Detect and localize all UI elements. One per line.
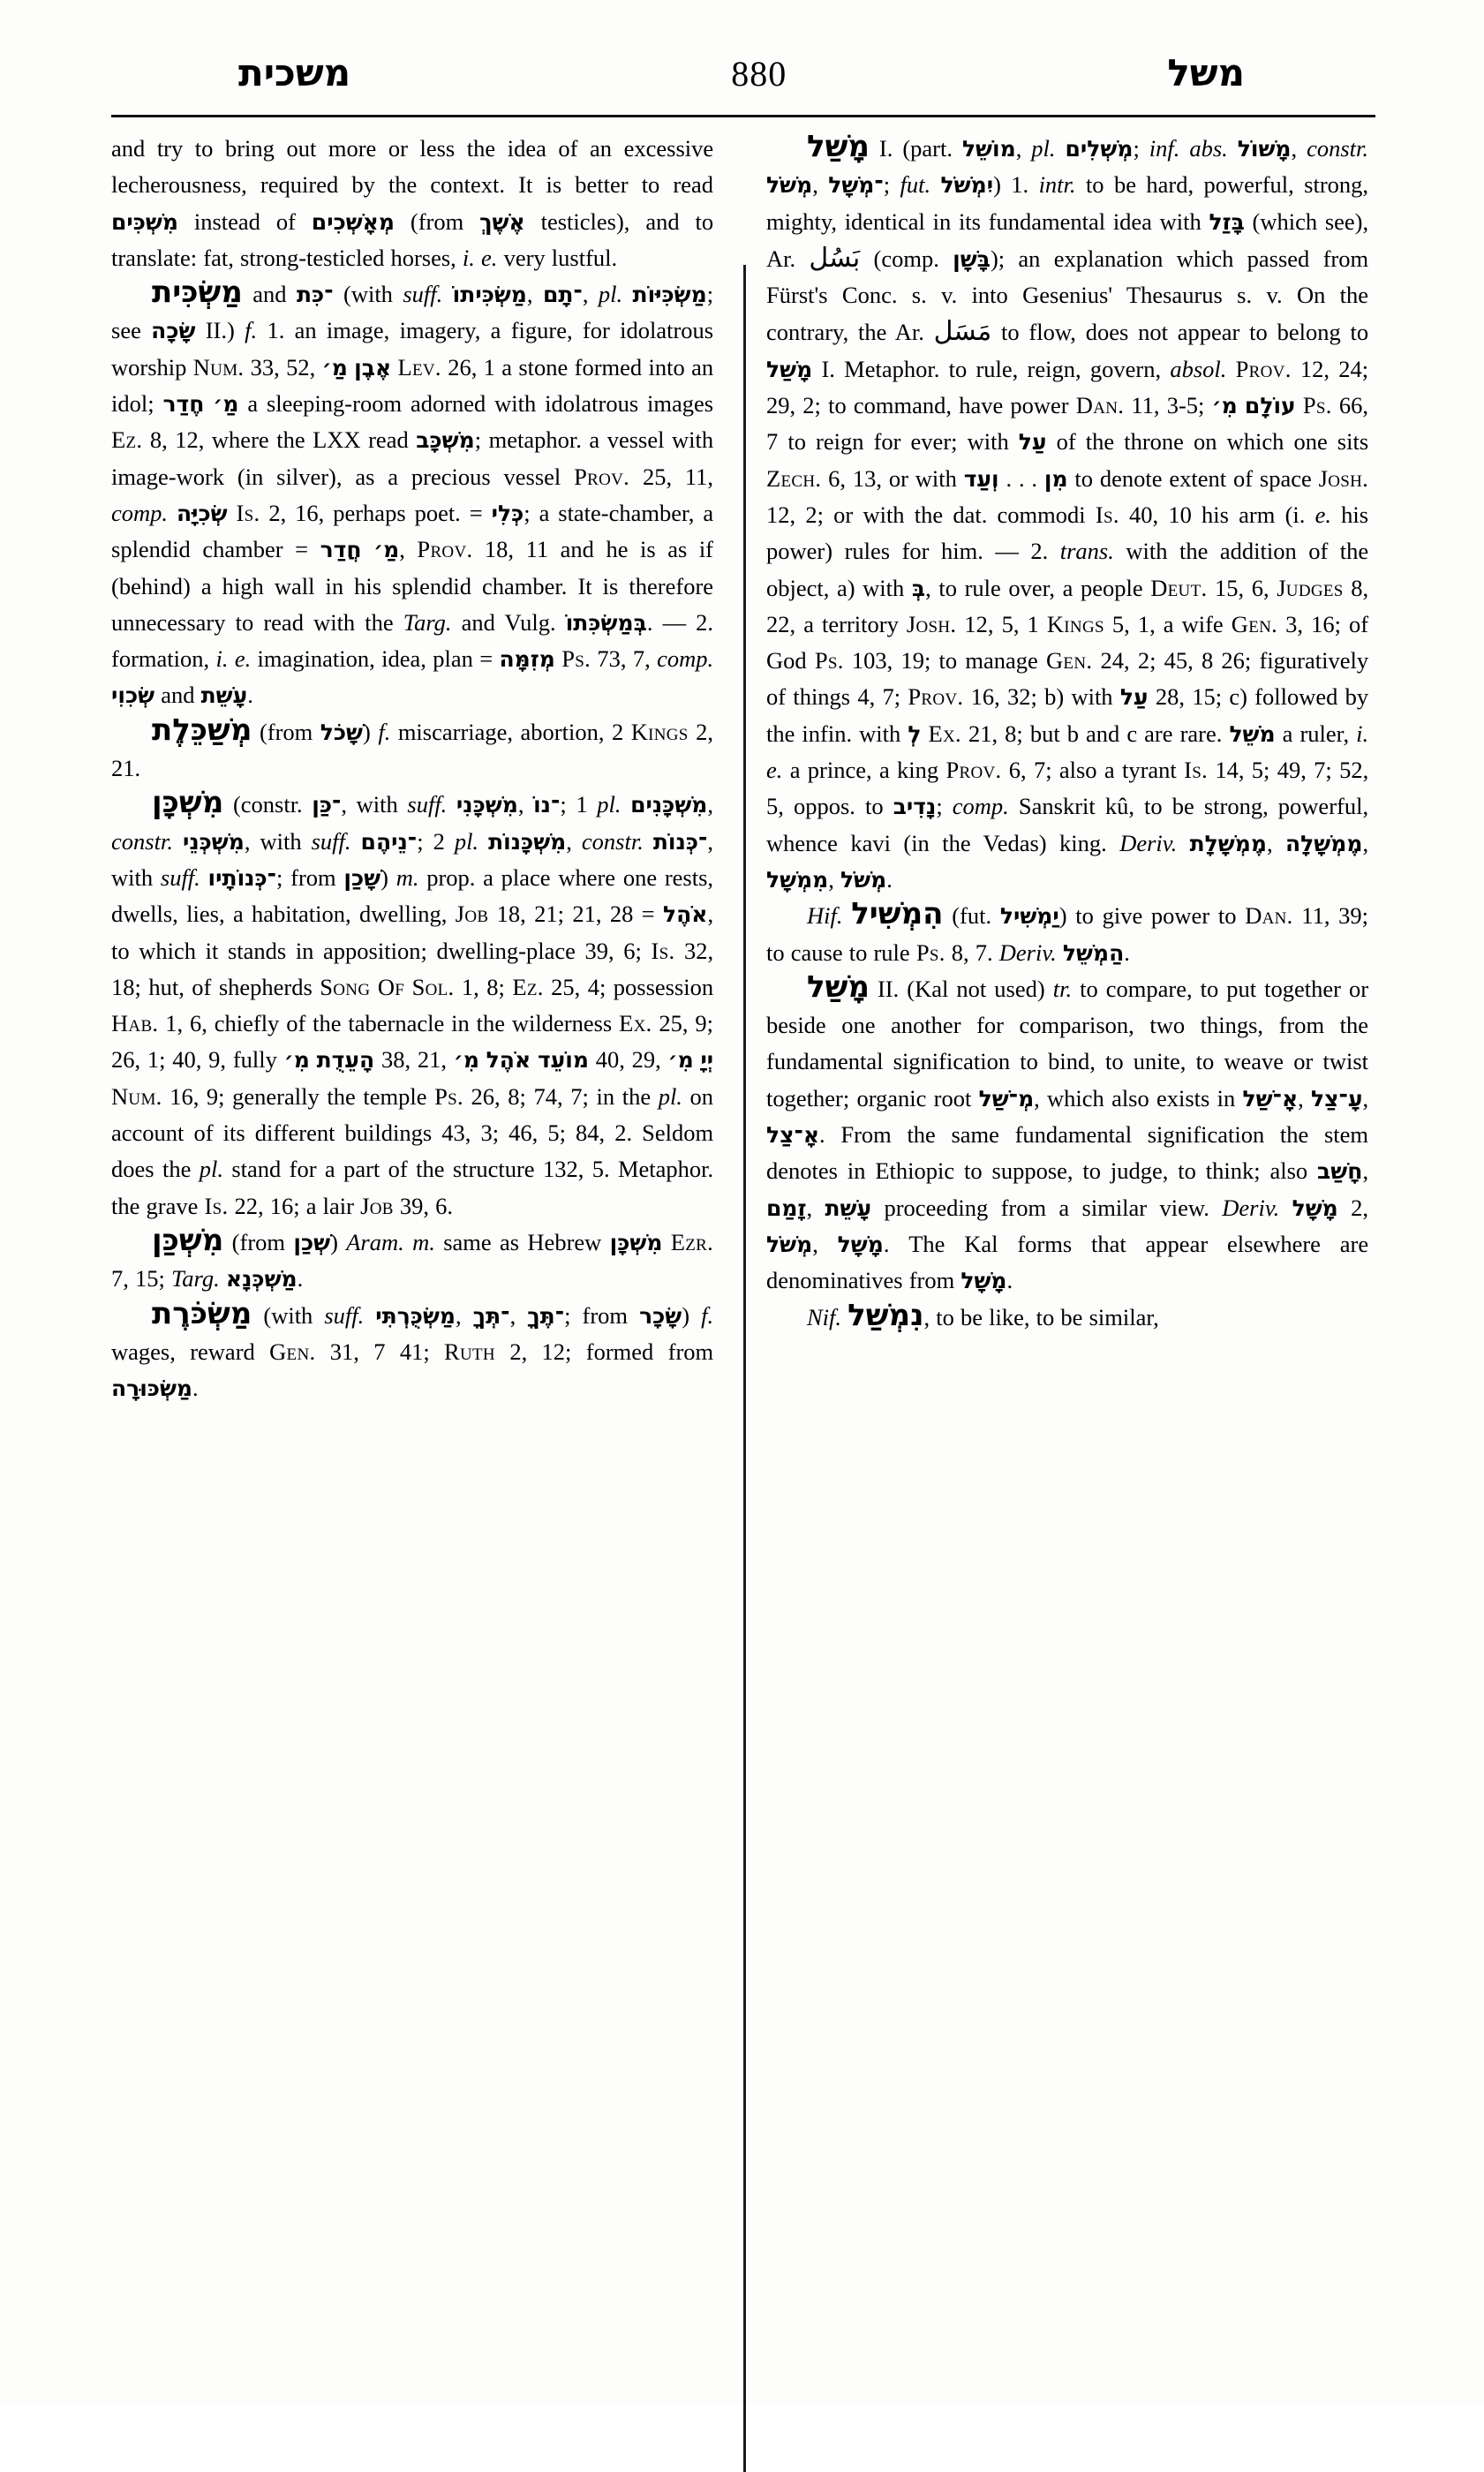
hebrew-form: שָׁכֹל (320, 719, 364, 745)
scripture-reference: Ps. (434, 1082, 463, 1110)
grammatical-abbreviation: e. (766, 757, 783, 784)
grammatical-abbreviation: Deriv. (1222, 1194, 1280, 1221)
hebrew-form: מִן (1043, 465, 1068, 492)
page-number: 880 (731, 53, 787, 94)
scripture-reference: Is. (1184, 757, 1208, 784)
hebrew-form: בָּזַל (1209, 208, 1245, 235)
hebrew-form: בָּשָׁן (953, 245, 991, 272)
grammatical-abbreviation: i. (1356, 720, 1369, 747)
grammatical-abbreviation: comp. (111, 499, 169, 526)
arabic-cognate: مَسَل (933, 316, 992, 348)
hebrew-form: ־תֶּךָ (527, 1302, 565, 1329)
hebrew-headword: מְשַׁכֵּלֶת (152, 712, 252, 748)
columns-container (111, 131, 1375, 2355)
hebrew-form: מַשְׂכּוּרָה (111, 1375, 193, 1402)
hebrew-form: מִשְׁכִּים (111, 208, 178, 235)
entry-mishkan: מִשְׁכָּן (constr. ־כַּן, with suff. מִשְׁכָּנִי, ־נוֹ; 1 pl. מִשְׁכָּנִים, constr. מִשְׁכְּנֵי, with suff. ־נֵיהֶם; 2 pl. מִשְׁכָּנוֹת, constr. ־כְּנוֹת, with suff. ־כְּנוֹתָיו; from שָׁכַן) m. prop. a place where one rests, dwells, lies, a habitation, dwelling, Job 18, 21; 21, 28 = אֹהֶל, to which it stands in apposition; dwelling-place 39, 6; Is. 32, 18; hut, of shepherds Song Of Sol. 1, 8; Ez. 25, 4; possession Hab. 1, 6, chiefly of the tabernacle in the wilderness Ex. 25, 9; 26, 1; 40, 9, fully מִ׳ הָעֵדֻת 38, 21, מִ׳ אֹהֶל מוֹעֵד 40, 29, מִ׳ יְיָ Num. 16, 9; generally the temple Ps. 26, 8; 74, 7; in the pl. on account of its different buildings 43, 3; 46, 5; 84, 2. Seldom does the pl. stand for a part of the structure 132, 5. Metaphor. the grave Is. 22, 16; a lair Job 39, 6. (111, 785, 714, 1219)
hebrew-form: ־נֵיהֶם (360, 828, 418, 855)
scripture-reference: Ex. (619, 1010, 652, 1037)
running-head-left-headword: משכית (238, 51, 351, 94)
scripture-reference: Prov. (417, 536, 473, 563)
hebrew-form: ־כְּנוֹתָיו (207, 864, 277, 891)
hebrew-form: מִ׳ (283, 1047, 310, 1074)
scripture-reference: Job (360, 1192, 394, 1219)
scripture-reference: Num. (111, 1082, 162, 1110)
hebrew-form: מִשְׁכָּנִים (630, 792, 708, 818)
grammatical-abbreviation: Targ. (403, 608, 452, 636)
scripture-reference: Prov. (945, 757, 1002, 784)
scripture-reference: Dan. (1245, 902, 1293, 930)
scripture-reference: Gen. (269, 1338, 316, 1365)
grammatical-abbreviation: suff. (403, 281, 443, 308)
grammatical-abbreviation: fut. (900, 171, 931, 199)
grammatical-abbreviation: m. (412, 1228, 435, 1255)
hebrew-form: שָׁכַן (343, 864, 381, 891)
hebrew-headword: מָשַׁל (807, 968, 870, 1005)
grammatical-abbreviation: f. (378, 718, 391, 745)
paragraph-continuation: and try to bring out more or less the idea of an excessive lecherousness, required by the context. It is better to read מִשְׁכִּים instead of מְאָשְׁכִים (from אֶשֶׁךְ testicles), and to translate: fat, strong-testicled horses, i. e. very lustful. (111, 135, 714, 271)
hebrew-form: אֹהֶל (486, 1047, 531, 1074)
arabic-cognate: بَسُل (809, 242, 861, 274)
scripture-reference: Deut. (1150, 574, 1208, 601)
hebrew-form: עַל (1018, 429, 1047, 456)
grammatical-abbreviation: Deriv. (998, 938, 1057, 966)
hebrew-form: נָדִיב (893, 794, 937, 820)
grammatical-abbreviation: e. (481, 244, 498, 271)
hebrew-form: הַמְשֵׁל (1062, 939, 1125, 966)
hebrew-form: מְ־שַׁל (978, 1085, 1035, 1112)
hebrew-form: עָ־צַל (1311, 1085, 1363, 1112)
grammatical-abbreviation: constr. (111, 827, 173, 855)
hebrew-headword: מִשְׁכָּן (152, 785, 224, 821)
scripture-reference: Ps. (915, 938, 945, 966)
entry-mashal-hifil: Hif. הִמְשִׁיל (fut. יַמְשִׁיל) to give power to Dan. 11, 39; to cause to rule Ps. 8, 7. Deriv. הַמְשֵׁל. (766, 896, 1369, 966)
grammatical-abbreviation: pl. (598, 281, 623, 308)
hebrew-form: ־כִּת (296, 282, 334, 308)
hebrew-form: מְשְׁלִים (1065, 136, 1134, 162)
scripture-reference: Prov. (908, 683, 964, 711)
scripture-reference: Prov. (1235, 355, 1292, 382)
hebrew-form: חָשַׁב (1317, 1158, 1363, 1185)
running-head-right-headword: משל (1167, 51, 1245, 94)
scripture-reference: Hab. (111, 1010, 159, 1037)
scripture-reference: Is. (236, 499, 260, 526)
scripture-reference: Ez. (512, 973, 544, 1000)
hebrew-form: מִשְׁכָּנוֹת (488, 828, 567, 855)
hebrew-headword: הִמְשִׁיל (851, 896, 944, 932)
hebrew-form: מַ׳ (213, 391, 239, 418)
hebrew-form: עַל (1119, 684, 1149, 711)
grammatical-abbreviation: Targ. (171, 1265, 220, 1293)
grammatical-abbreviation: constr. (1307, 135, 1369, 162)
scripture-reference: Is. (204, 1192, 229, 1219)
grammatical-abbreviation: i. (462, 244, 475, 271)
grammatical-abbreviation: Aram. (346, 1228, 404, 1255)
hebrew-form: מֹשֵׁל (1229, 720, 1276, 747)
entry-mashkelet: מְשַׁכֵּלֶת (from שָׁכֹל) f. miscarriage, abortion, 2 Kings 2, 21. (111, 712, 714, 782)
grammatical-abbreviation: pl. (454, 827, 479, 855)
hebrew-form: וְעַד (963, 465, 999, 492)
grammatical-abbreviation: comp. (657, 645, 714, 673)
grammatical-abbreviation: comp. (952, 793, 1009, 820)
grammatical-abbreviation: Deriv. (1119, 829, 1178, 856)
grammatical-abbreviation: suff. (311, 827, 351, 855)
grammatical-abbreviation: suff. (407, 791, 448, 818)
scripture-reference: Zech. (766, 464, 822, 492)
hebrew-form: מִשְׁכָּב (416, 427, 475, 454)
hebrew-form: מֶמְשָׁלָה (1284, 830, 1363, 856)
hebrew-form: אֶבֶן (354, 354, 392, 381)
scripture-reference: Ps. (561, 645, 591, 673)
grammatical-abbreviation: Nif. (807, 1303, 842, 1330)
hebrew-form: שְׁכַן (293, 1229, 331, 1255)
hebrew-form: שְׂכִוִי (111, 682, 155, 709)
hebrew-form: ־כַּן (312, 792, 342, 818)
hebrew-form: עָשֵׁת (825, 1195, 872, 1221)
hebrew-form: מְשֹׁל (766, 172, 813, 199)
entry-mashal-one: מָשַׁל I. (part. מוֹשֵׁל, pl. מְשְׁלִים; inf. abs. מָשׁוֹל, constr. מְשֹׁל, ־מְשָׁל; fut. יִמְשֹׁל) 1. intr. to be hard, powerful, strong, mighty, identical in its fundamental idea with בָּזַל (which see), Ar. بَسُل (comp. בָּשָׁן); an explanation which passed from Fürst's Conc. s. v. into Gesenius' Thesaurus s. v. On the contrary, the Ar. مَسَل to flow, does not appear to belong to מָשַׁל I. Metaphor. to rule, reign, govern, absol. Prov. 12, 24; 29, 2; to command, have power Dan. 11, 3-5; מִ׳ עוֹלָם Ps. 66, 7 to reign for ever; with עַל of the throne on which one sits Zech. 6, 13, or with וְעַד . . . מִן to denote extent of space Josh. 12, 2; or with the dat. commodi Is. 40, 10 his arm (i. e. his power) rules for him. — 2. trans. with the addition of the object, a) with בְּ, to rule over, a people Deut. 15, 6, Judges 8, 22, a territory Josh. 12, 5, 1 Kings 5, 1, a wife Gen. 3, 16; of God Ps. 103, 19; to manage Gen. 24, 2; 45, 8 26; figuratively of things 4, 7; Prov. 16, 32; b) with עַל 28, 15; c) followed by the infin. with לְ Ex. 21, 8; but b and c are rare. מֹשֵׁל a ruler, i. e. a prince, a king Prov. 6, 7; also a tyrant Is. 14, 5; 49, 7; 52, 5, oppos. to נָדִיב; comp. Sanskrit kû, to be strong, powerful, whence kavi (in the Vedas) king. Deriv. מֶמְשָׁלָת, מֶמְשָׁלָה, מִמְשָׁל, מְשֹׁל. (766, 129, 1369, 893)
hebrew-form: מוֹעֵד (537, 1047, 589, 1074)
scripture-reference: Kings (1046, 610, 1104, 637)
scripture-reference: Ex. (928, 720, 961, 747)
grammatical-abbreviation: Hif. (807, 902, 843, 930)
grammatical-abbreviation: suff. (324, 1301, 365, 1329)
hebrew-form: מְאָשְׁכִים (311, 208, 395, 235)
grammatical-abbreviation: pl. (658, 1082, 682, 1110)
entry-maskith: מַשְׂכִּית and ־כִּת (with suff. מַשְׂכִּיתוֹ, ־תָם, pl. מַשְׂכִּיּוֹת; see שָׂכָה II.) f. 1. an image, imagery, a figure, for idolatrous worship Num. 33, 52, מַ׳ אֶבֶן Lev. 26, 1 a stone formed into an idol; חֶדַר מַ׳ a sleeping-room adorned with idolatrous images Ez. 8, 12, where the LXX read מִשְׁכָּב; metaphor. a vessel with image-work (in silver), as a precious vessel Prov. 25, 11, comp. שְׂכִיָּה Is. 2, 16, perhaps poet. = כְּלִי; a state-chamber, a splendid chamber = חֲדַר מַ׳, Prov. 18, 11 and he is as if (behind) a high wall in his splendid chamber. It is therefore unnecessary to read with the Targ. and Vulg. בְּמַשְׂכִּתוֹ. — 2. formation, i. e. imagination, idea, plan = מְזִמָּה Ps. 73, 7, comp. שְׂכִוִי and עָשֵׁת. (111, 275, 714, 709)
grammatical-abbreviation: intr. (1038, 171, 1076, 199)
hebrew-form: מִשְׁכְּנֵי (182, 828, 245, 855)
hebrew-form: מִ׳ (1211, 393, 1238, 419)
scripture-reference: Prov. (574, 463, 630, 490)
scripture-reference: Is. (1095, 501, 1119, 528)
hebrew-form: שָׂכָר (639, 1302, 682, 1329)
hebrew-form: חֶדַר (162, 391, 205, 418)
entry-mishkan-aramaic: מִשְׁכַּן (from שְׁכַן) Aram. m. same as Hebrew מִשְׁכָּן Ezr. 7, 15; Targ. מַשְׁכְּנָא. (111, 1222, 714, 1293)
scripture-reference: Ez. (111, 426, 143, 454)
hebrew-form: אָ־שַׁל (1242, 1085, 1299, 1112)
hebrew-form: ־כְּנוֹת (652, 828, 708, 855)
right-column (727, 131, 1368, 2355)
hebrew-form: מַשְׂכֻּרְתִּי (375, 1302, 456, 1329)
hebrew-form: מָשָׁל (960, 1268, 1007, 1294)
hebrew-form: מְשֹׁל (840, 866, 887, 893)
hebrew-form: בְּ (911, 575, 926, 601)
scripture-reference: Judges (1277, 574, 1344, 601)
entry-mashal-nifal: Nif. נִמְשַׁל, to be like, to be similar, (807, 1297, 1159, 1333)
hebrew-form: מְזִמָּה (499, 646, 555, 673)
hebrew-headword: מַשְׂכֹּרֶת (152, 1295, 252, 1331)
hebrew-form: ־תְּךָ (472, 1302, 510, 1329)
hebrew-form: מִ׳ (667, 1047, 694, 1074)
hebrew-form: מָשָׁל (1292, 1195, 1338, 1221)
hebrew-form: יְיָ (700, 1047, 714, 1074)
grammatical-abbreviation: absol. (1170, 355, 1227, 382)
header-rule (111, 115, 1375, 117)
grammatical-abbreviation: constr. (581, 827, 644, 855)
hebrew-form: זָמַם (766, 1195, 807, 1221)
hebrew-form: מִמְשָׁל (766, 866, 829, 893)
scripture-reference: Josh. (906, 610, 957, 637)
hebrew-form: מֶמְשָׁלָת (1189, 830, 1267, 856)
hebrew-form: עוֹלָם (1244, 393, 1296, 419)
hebrew-form: מָשׁוֹל (1237, 136, 1292, 162)
scripture-reference: Ezr. (670, 1228, 714, 1255)
scripture-reference: Ps. (814, 647, 844, 675)
entry-maskoreth: מַשְׂכֹּרֶת (with suff. מַשְׂכֻּרְתִּי, ־תְּךָ, ־תֶּךָ; from שָׂכָר) f. wages, reward Gen. 31, 7 41; Ruth 2, 12; formed from מַשְׂכּוּרָה. (111, 1295, 714, 1402)
hebrew-form: יִמְשֹׁל (940, 172, 994, 199)
hebrew-form: אֶשֶׁךְ (479, 208, 525, 235)
hebrew-form: שָׂכָה (151, 318, 196, 344)
grammatical-abbreviation: pl. (597, 791, 621, 818)
grammatical-abbreviation: e. (234, 645, 252, 673)
hebrew-form: מְשֹׁל (766, 1231, 813, 1257)
scripture-reference: Gen. (1045, 647, 1093, 675)
column-divider-rule (743, 265, 746, 2472)
hebrew-headword: נִמְשַׁל (847, 1297, 924, 1333)
hebrew-form: עָשֵׁת (200, 682, 248, 709)
hebrew-form: מַשְׁכְּנָא (225, 1266, 298, 1293)
left-column (111, 131, 727, 2355)
grammatical-abbreviation: f. (701, 1301, 714, 1329)
hebrew-form: מִשְׁכָּנִי (456, 792, 518, 818)
scripture-reference: Job (455, 901, 489, 928)
hebrew-form: שְׂכִיָּה (176, 500, 228, 526)
scripture-reference: Ps. (1302, 392, 1332, 419)
hebrew-form: לְ (908, 720, 922, 747)
scripture-reference: Kings (630, 718, 689, 745)
scripture-reference: Ruth (444, 1338, 495, 1365)
hebrew-form: מוֹשֵׁל (961, 136, 1016, 162)
hebrew-form: מַ׳ (321, 354, 348, 381)
scripture-reference: Of (377, 973, 405, 1000)
hebrew-form: מִ׳ (453, 1047, 479, 1074)
hebrew-form: מַשְׂכִּיתוֹ (452, 282, 527, 308)
grammatical-abbreviation: pl. (1031, 135, 1056, 162)
hebrew-form: מָשַׁל (766, 356, 813, 382)
scripture-reference: Sol. (411, 973, 455, 1000)
hebrew-form: מַשְׂכִּיּוֹת (632, 282, 707, 308)
hebrew-form: כְּלִי (491, 500, 524, 526)
hebrew-form: ־תָם (542, 282, 583, 308)
scripture-reference: Song (320, 973, 371, 1000)
grammatical-abbreviation: i. (215, 645, 229, 673)
hebrew-form: אֹהֶל (662, 901, 708, 928)
scripture-reference: Gen. (1231, 610, 1278, 637)
hebrew-form: ־מְשָׁל (828, 172, 884, 199)
scripture-reference: Lev. (397, 353, 441, 381)
grammatical-abbreviation: e. (1315, 501, 1331, 528)
hebrew-headword: מִשְׁכַּן (152, 1222, 224, 1258)
grammatical-abbreviation: inf. (1149, 135, 1180, 162)
grammatical-abbreviation: tr. (1052, 975, 1073, 1002)
scripture-reference: Josh. (1318, 464, 1369, 492)
hebrew-form: מַ׳ (373, 537, 400, 563)
running-head (106, 42, 1377, 104)
grammatical-abbreviation: pl. (199, 1156, 223, 1183)
scripture-reference: Num. (192, 353, 245, 381)
grammatical-abbreviation: m. (395, 863, 419, 891)
hebrew-form: מָשָׁל (837, 1231, 884, 1257)
hebrew-headword: מָשַׁל (807, 129, 870, 164)
grammatical-abbreviation: f. (245, 317, 258, 344)
grammatical-abbreviation: abs. (1189, 135, 1228, 162)
entry-mashal-two: מָשַׁל II. (Kal not used) tr. to compare, to put together or beside one another for comparison, two things, from the fundamental signification to bind, to unite, to weave or twist together; organic root מְ־שַׁל, which also exists in אָ־שַׁל, עָ־צַל, אָ־צַל. From the same fundamental signification the stem denotes in Ethiopic to suppose, to judge, to think; also חָשַׁב, זָמַם, עָשֵׁת proceeding from a similar view. Deriv. מָשָׁל 2, מְשֹׁל, מָשָׁל. The Kal forms that appear elsewhere are denominatives from מָשָׁל. (766, 968, 1369, 1294)
hebrew-form: חֲדַר (320, 537, 362, 563)
hebrew-form: מִשְׁכָּן (609, 1229, 663, 1255)
hebrew-form: ־נוֹ (533, 792, 561, 818)
grammatical-abbreviation: trans. (1059, 538, 1114, 565)
hebrew-form: אָ־צַל (766, 1122, 820, 1149)
hebrew-form: יַמְשִׁיל (999, 903, 1059, 930)
scripture-reference: Dan. (1075, 392, 1125, 419)
scripture-reference: Is. (651, 937, 675, 964)
hebrew-headword: מַשְׂכִּית (152, 275, 243, 311)
hebrew-form: בְּמַשְׂכִּתוֹ (565, 609, 647, 636)
grammatical-abbreviation: suff. (160, 863, 200, 891)
hebrew-form: הָעֵדֻת (316, 1047, 375, 1074)
